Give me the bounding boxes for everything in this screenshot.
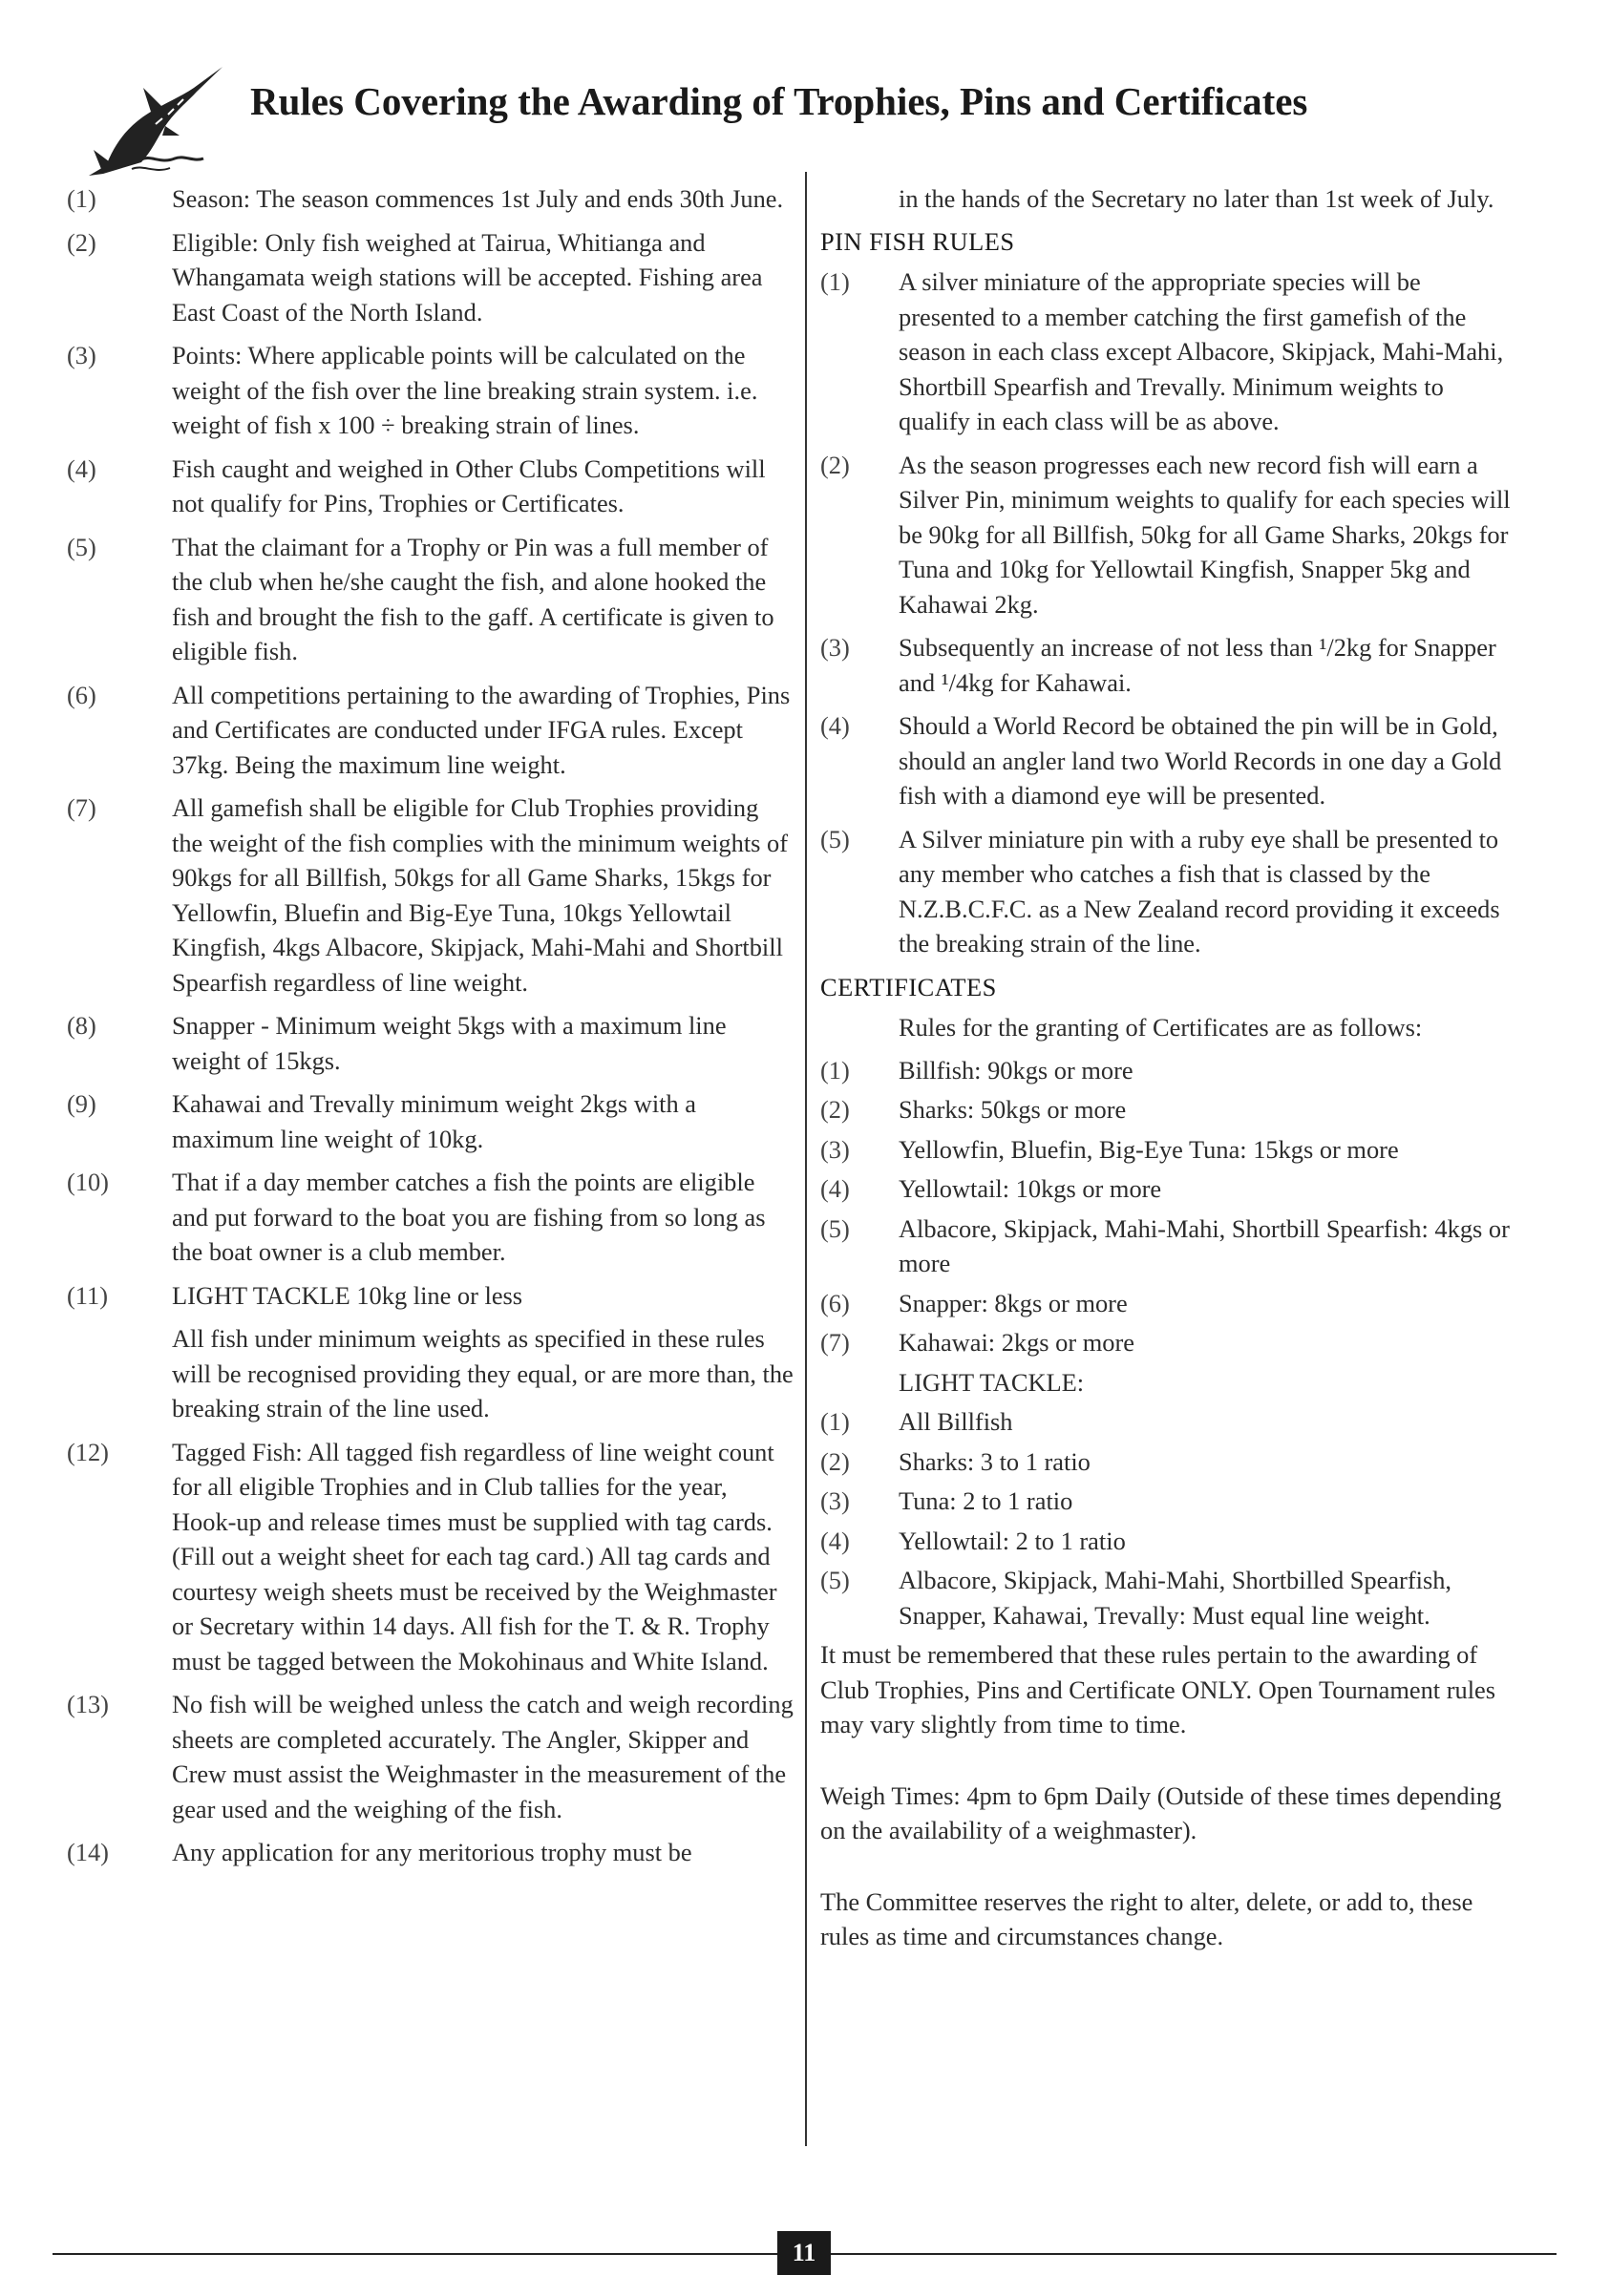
marlin-logo-icon <box>84 59 227 179</box>
rule-number: (12) <box>67 1437 109 1466</box>
certificate-rules-list <box>820 1053 1513 1360</box>
rule-number: (2) <box>820 450 850 479</box>
committee-paragraph: The Committee reserves the right to alter, delete, or add to, these rules as time and circumstances change. <box>820 1886 1473 1950</box>
right-column <box>820 181 1513 1963</box>
rule-item <box>820 1404 1513 1440</box>
rule-item <box>820 822 1513 961</box>
rule-number: (10) <box>67 1168 109 1196</box>
rule-item <box>820 1325 1513 1360</box>
rule-number: (4) <box>820 1174 850 1203</box>
rule-item <box>820 1211 1513 1281</box>
rule-text: Subsequently an increase of not less than ¹/2kg for Snapper and ¹/4kg for Kahawai. <box>899 633 1496 697</box>
rule-number: (5) <box>67 532 96 561</box>
rule-text: All gamefish shall be eligible for Club Trophies providing the weight of the fish complies with the minimum weights of 90kgs for all Billfish, 50kgs for all Game Sharks, 15kgs for Yellowfin, Bluefin and Big-Eye Tuna, 10kgs Yellowtail Kingfish, 4kgs Albacore, Skipjack, Mahi-Mahi and Shortbill Spearfish regardless of line weight. <box>172 793 789 997</box>
rule-text: Tuna: 2 to 1 ratio <box>899 1486 1073 1515</box>
rule-item <box>67 530 794 669</box>
rule-number: (5) <box>820 824 850 853</box>
footer-rule-right <box>831 2253 1557 2255</box>
footer-rule-left <box>53 2253 778 2255</box>
rule-number: (3) <box>820 633 850 662</box>
rule-text: That the claimant for a Trophy or Pin was a full member of the club when he/she caught the fish, and alone hooked the fish and brought the fish to the gaff. A certificate is given to eligible fish. <box>172 532 774 665</box>
rule-number: (3) <box>67 341 96 369</box>
pin-rules-list <box>820 264 1513 961</box>
rule-number: (4) <box>820 711 850 740</box>
rule-number: (1) <box>67 184 96 213</box>
rule-item <box>67 225 794 330</box>
rule-item <box>820 1444 1513 1480</box>
rule-number: (6) <box>67 680 96 709</box>
rule-number: (9) <box>67 1089 96 1118</box>
rule-item <box>820 264 1513 439</box>
rule-item <box>67 1835 794 1870</box>
rule-item <box>820 1563 1513 1632</box>
rule-item <box>820 1524 1513 1559</box>
page-number: 11 <box>777 2231 831 2275</box>
rule-number: (13) <box>67 1690 109 1718</box>
rule-item <box>820 1484 1513 1519</box>
rule-text: LIGHT TACKLE 10kg line or less <box>172 1280 523 1310</box>
rule-text: Yellowfin, Bluefin, Big-Eye Tuna: 15kgs or more <box>899 1134 1399 1164</box>
rule-item <box>67 338 794 443</box>
rule-text: No fish will be weighed unless the catch and weigh recording sheets are completed accurately. The Angler, Skipper and Crew must assist the Weighmaster in the measurement of the gear used and the weighing of the fish. <box>172 1690 794 1823</box>
rule-item <box>820 708 1513 813</box>
light-tackle-heading: LIGHT TACKLE: <box>899 1367 1085 1397</box>
rule-item <box>67 678 794 783</box>
continuation-text: in the hands of the Secretary no later than 1st week of July. <box>899 184 1494 213</box>
rule-subtext: All fish under minimum weights as specified in these rules will be recognised providing they equal, or are more than, the breaking strain of the line used. <box>172 1324 794 1422</box>
pin-fish-heading: PIN FISH RULES <box>820 226 1015 256</box>
rule-item <box>67 1086 794 1156</box>
rule-item <box>820 448 1513 622</box>
rule-item <box>820 1171 1513 1207</box>
rule-text: As the season progresses each new record fish will earn a Silver Pin, minimum weights to qualify for each species will be 90kg for all Billfish, 50kg for all Game Sharks, 20kgs for Tuna and 10kg for Yellowtail Kingfish, Snapper 5kg and Kahawai 2kg. <box>899 450 1511 619</box>
rule-item <box>820 630 1513 700</box>
rule-text: Snapper: 8kgs or more <box>899 1288 1128 1317</box>
rule-number: (3) <box>820 1486 850 1515</box>
rule-text: Albacore, Skipjack, Mahi-Mahi, Shortbill Spearfish: 4kgs or more <box>899 1213 1510 1277</box>
rule-number: (2) <box>820 1095 850 1124</box>
rule-item <box>67 181 794 217</box>
rule-text: Billfish: 90kgs or more <box>899 1055 1133 1085</box>
rule-number: (1) <box>820 1055 850 1085</box>
rule-number: (4) <box>820 1526 850 1555</box>
rule-item <box>67 1278 794 1314</box>
rule-text: Any application for any meritorious trophy must be <box>172 1838 692 1866</box>
rule-number: (1) <box>820 267 850 296</box>
column-divider <box>805 172 807 2146</box>
rule-number: (4) <box>67 453 96 483</box>
rule-text: Yellowtail: 10kgs or more <box>899 1174 1162 1203</box>
rule-number: (14) <box>67 1838 109 1866</box>
rule-number: (3) <box>820 1134 850 1164</box>
rule-text: Points: Where applicable points will be calculated on the weight of the fish over the line breaking strain system. i.e. weight of fish x 100 ÷ breaking strain of lines. <box>172 341 758 439</box>
rule-text: Eligible: Only fish weighed at Tairua, Whitianga and Whangamata weigh stations will be accepted. Fishing area East Coast of the North Island. <box>172 227 763 326</box>
rule-text: Kahawai: 2kgs or more <box>899 1328 1134 1357</box>
rule-number: (5) <box>820 1213 850 1243</box>
rule-item <box>820 1092 1513 1127</box>
rule-text: Albacore, Skipjack, Mahi-Mahi, Shortbilled Spearfish, Snapper, Kahawai, Trevally: Must equal line weight. <box>899 1566 1452 1630</box>
rule-text: Fish caught and weighed in Other Clubs Competitions will not qualify for Pins, Trophies or Certificates. <box>172 453 766 517</box>
rule-text: Sharks: 3 to 1 ratio <box>899 1446 1091 1476</box>
rule-item <box>820 1286 1513 1321</box>
rule-text: Season: The season commences 1st July and ends 30th June. <box>172 184 784 213</box>
rule-number: (2) <box>820 1446 850 1476</box>
page-title: Rules Covering the Awarding of Trophies, Pins and Certificates <box>250 79 1308 123</box>
rule-text: Kahawai and Trevally minimum weight 2kgs with a maximum line weight of 10kg. <box>172 1089 697 1153</box>
rule-number: (7) <box>67 793 96 822</box>
rule-number: (6) <box>820 1288 850 1317</box>
rule-item <box>67 1165 794 1270</box>
rule-text: Tagged Fish: All tagged fish regardless of line weight count for all eligible Trophies and in Club tallies for the year, Hook-up and release times must be supplied with tag cards. (Fill out a weight sheet for each tag card.) All tag cards and courtesy weigh sheets must be received by the Weighmaster or Secretary within 14 days. All fish for the T. & R. Trophy must be tagged between the Mokohinaus and White Island. <box>172 1437 777 1675</box>
rule-text: A silver miniature of the appropriate species will be presented to a member catching the first gamefish of the season in each class except Albacore, Skipjack, Mahi-Mahi, Shortbill Spearfish and Trevally. Minimum weights to qualify in each class will be as above. <box>899 267 1504 435</box>
rule-number: (8) <box>67 1011 96 1040</box>
rule-text: All Billfish <box>899 1407 1013 1436</box>
rule-item <box>67 790 794 1000</box>
rule-item <box>820 1053 1513 1088</box>
certificates-heading: CERTIFICATES <box>820 972 997 1001</box>
rule-item <box>67 452 794 521</box>
rule-text: All competitions pertaining to the awarding of Trophies, Pins and Certificates are conducted under IFGA rules. Except 37kg. Being the maximum line weight. <box>172 680 791 779</box>
rule-text: A Silver miniature pin with a ruby eye shall be presented to any member who catches a fish that is classed by the N.Z.B.C.F.C. as a New Zealand record providing it exceeds the breaking strain of the line. <box>899 824 1500 958</box>
weigh-times-paragraph: Weigh Times: 4pm to 6pm Daily (Outside of these times depending on the availability of a weighmaster). <box>820 1780 1502 1844</box>
certificates-intro: Rules for the granting of Certificates are as follows: <box>899 1013 1423 1042</box>
rule-number: (11) <box>67 1280 108 1310</box>
rule-text: Should a World Record be obtained the pin will be in Gold, should an angler land two World Records in one day a Gold fish with a diamond eye will be presented. <box>899 711 1502 810</box>
rule-number: (5) <box>820 1566 850 1594</box>
rule-item <box>67 1687 794 1826</box>
rule-number: (7) <box>820 1328 850 1357</box>
left-column <box>67 181 794 1879</box>
rule-number: (1) <box>820 1407 850 1436</box>
remember-paragraph: It must be remembered that these rules pertain to the awarding of Club Trophies, Pins and Certificate ONLY. Open Tournament rules may vary slightly from time to time. <box>820 1640 1496 1738</box>
rule-text: That if a day member catches a fish the points are eligible and put forward to the boat you are fishing from so long as the boat owner is a club member. <box>172 1168 766 1266</box>
rule-text: Yellowtail: 2 to 1 ratio <box>899 1526 1126 1555</box>
rule-item <box>67 1435 794 1679</box>
rule-item <box>67 1008 794 1078</box>
rule-item <box>820 1132 1513 1168</box>
rule-text: Snapper - Minimum weight 5kgs with a maximum line weight of 15kgs. <box>172 1011 727 1075</box>
rule-number: (2) <box>67 227 96 257</box>
light-tackle-list <box>820 1404 1513 1632</box>
rule-text: Sharks: 50kgs or more <box>899 1095 1127 1124</box>
